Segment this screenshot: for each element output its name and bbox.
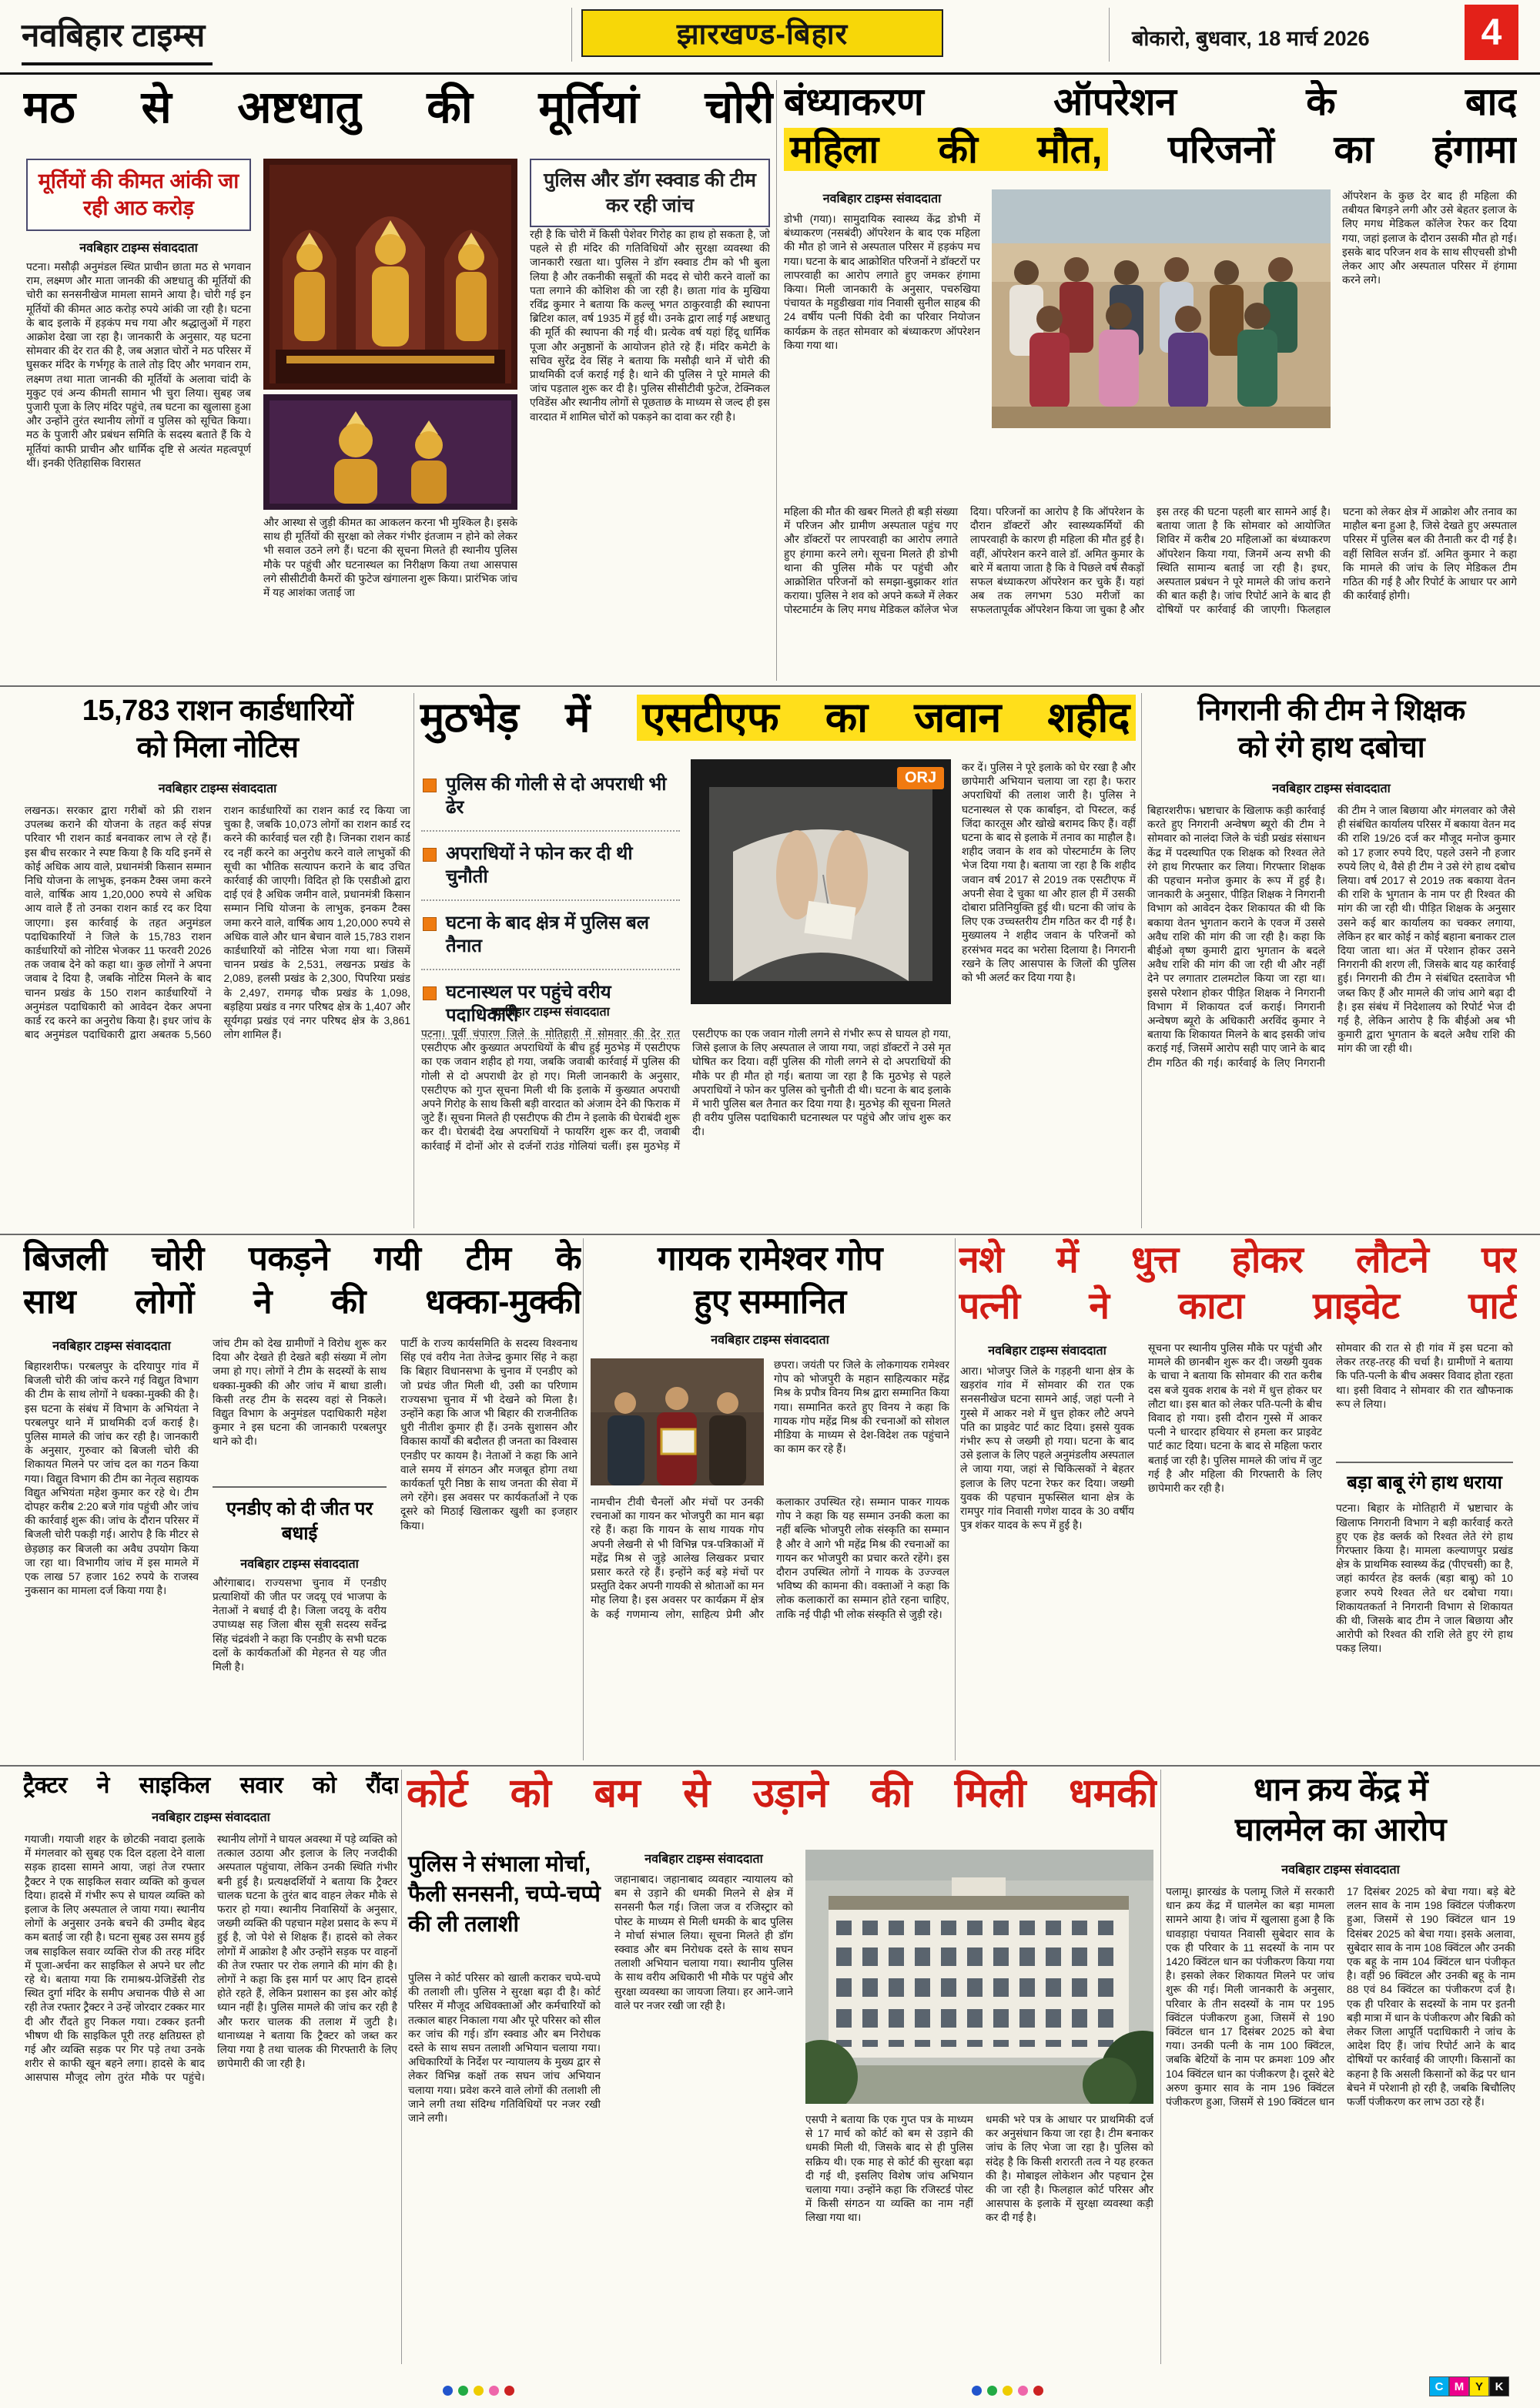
- byline-stf: नवबिहार टाइम्स संवाददाता: [491, 1006, 610, 1019]
- bullet-text: पुलिस की गोली से दो अपराधी भी ढेर: [446, 774, 667, 818]
- cmyk-cyan-swatch: C: [1429, 2376, 1449, 2396]
- body-steril-bottom: महिला की मौत की खबर मिलते ही बड़ी संख्या में परिजन और ग्रामीण अस्पताल पहुंच गए और डॉक्टरों पर लापरवाही का आरोप लगाते हुए हंगामा करने लगे। सूचना मिलते ही डोभी थाना की पुलिस मौके पर पहुंची और आक्रोशित परिजनों को समझा-बुझाकर शांत कराया। पुलिस ने शव को अपने कब्जे में लेकर पोस्टमार्टम के लिए मगध मेडिकल कॉलेज भेज दिया। परिजनों का आरोप है कि ऑपरेशन के दौरान डॉक्टरों और स्वास्थ्यकर्मियों की लापरवाही के कारण ही महिला की मौत हुई है। वहीं, ऑपरेशन करने वाले डॉ. अमित कुमार के बारे में बताया जाता है कि वे पिछले वर्ष सैकड़ों सफल बंध्याकरण ऑपरेशन कर चुके हैं। यहां अब तक लगभग 530 मरीजों का सफलतापूर्वक ऑपरेशन किया जा चुका है और इस तरह की घटना पहली बार सामने आई है। बताया जाता है कि सोमवार को आयोजित शिविर में करीब 20 महिलाओं का बंध्याकरण ऑपरेशन किया गया, जिनमें अन्य सभी की स्थिति सामान्य बताई जा रही है। इधर, अस्पताल प्रबंधन ने पूरे मामले की जांच कराने की बात कही है। जांच रिपोर्ट आने के बाद ही दोषियों पर कार्रवाई की जाएगी। फिलहाल घटना को लेकर क्षेत्र में आक्रोश और तनाव का माहौल बना हुआ है, जिसे देखते हुए अस्पताल परिसर में पुलिस बल की तैनाती कर दी गई है। वहीं सिविल सर्जन डॉ. अमित कुमार ने कहा कि मामले की जांच के लिए मेडिकल टीम गठित की गई है और रिपोर्ट के आधार पर आगे की कार्रवाई होगी।: [784, 506, 1517, 616]
- headline-drunk-line1: नशे में धुत्त होकर लौटने पर: [959, 1240, 1517, 1281]
- byline-singer: नवबिहार टाइम्स संवाददाता: [711, 1334, 829, 1347]
- headline-electricity-line1: बिजली चोरी पकड़ने गयी टीम के: [23, 1240, 581, 1278]
- body-electricity-2: जांच टीम को देख ग्रामीणों ने विरोध शुरू कर दिया और देखते ही देखते बड़ी संख्या में लोग जमा हो गए। लोगों ने टीम के सदस्यों के साथ धक्का-मुक्की की और जांच में बाधा डाली। किसी तरह टीम के सदस्य वहां से निकले। विद्युत विभाग के अनुमंडल पदाधिकारी महेश कुमार ने इस घटना की जानकारी परबलपुर थाने को दी।: [213, 1338, 387, 1448]
- bullet-text: घटना के बाद क्षेत्र में पुलिस बल तैनात: [446, 913, 650, 956]
- byline-vigilance: नवबिहार टाइम्स संवाददाता: [1272, 782, 1391, 795]
- subhead-head-clerk: बड़ा बाबू रंगे हाथ धराया: [1336, 1462, 1513, 1502]
- article-tractor-accident: [23, 1770, 399, 2364]
- idols-closeup-illustration: [263, 394, 517, 510]
- registration-dot-pink: [489, 2386, 499, 2396]
- body-idols-mid: और आस्था से जुड़ी कीमत का आकलन करना भी मुश्किल है। इसके साथ ही मूर्तियों की सुरक्षा को लेकर गंभीर इंतजाम न होने को लेकर भी सवाल उठने लगे हैं। घटना की सूचना मिलते ही स्थानीय पुलिस मौके पर पहुंची और घटनास्थल का निरीक्षण किया तथा आसपास लगे सीसीटीवी कैमरों की फुटेज खंगालना शुरू किया। प्रारंभिक जांच में यह आशंका जताई जा: [263, 517, 517, 599]
- byline-court: नवबिहार टाइम्स संवाददाता: [644, 1853, 763, 1866]
- headline-steril-highlight: महिला की मौत,: [784, 128, 1108, 171]
- col-divider-r4a: [401, 1770, 402, 2364]
- bullet-text: घटनास्थल पर पहुंचे वरीय पदाधिकारी: [446, 982, 611, 1026]
- registration-dot-yellow: [1003, 2386, 1013, 2396]
- registration-dot-blue: [972, 2386, 982, 2396]
- kicker-idols-price: मूर्तियों की कीमत आंकी जा रही आठ करोड़: [26, 159, 251, 231]
- body-nda-1: औरंगाबाद। राज्यसभा चुनाव में एनडीए प्रत्याशियों की जीत पर जदयू एवं भाजपा के नेताओं ने बधाई दी है। जिला जदयू के वरीय उपाध्यक्ष सह जिला बीस सूत्री सदस्य सर्वेन्द्र सिंह चंद्रवंशी ने कहा कि एनडीए के सभी घटक दलों के कार्यकर्ताओं की मेहनत से यह जीत मिली है।: [213, 1576, 387, 1673]
- registration-dot-yellow: [474, 2386, 484, 2396]
- article-vigilance-teacher: [1146, 693, 1517, 1228]
- byline-ration: नवबिहार टाइम्स संवाददाता: [158, 782, 277, 795]
- photo-singer-ceremony: [591, 1358, 764, 1485]
- body-court-under-subhead: पुलिस ने कोर्ट परिसर को खाली कराकर चप्पे-चप्पे की तलाशी ली। पुलिस ने सुरक्षा बढ़ा दी है। कोर्ट परिसर में मौजूद अधिवक्ताओं और कर्मचारियों को तत्काल बाहर निकाला गया और पूरे परिसर को सील कर जांच की गई। डॉग स्क्वाड और बम निरोधक दस्ते के साथ सघन तलाशी अभियान चलाया गया। अधिकारियों के निर्देश पर न्यायालय के मुख्य द्वार से लेकर विभिन्न कक्षों तक सघन जांच अभियान चलाया गया। प्रवेश करने वाले लोगों की तलाशी ली जाने लगी तथा संदिग्ध गतिविधियों पर नजर रखी जाने लगी।: [408, 1972, 601, 2125]
- body-drunk-3: सोमवार की रात से ही गांव में इस घटना को लेकर तरह-तरह की चर्चा है। ग्रामीणों ने बताया कि पति-पत्नी के बीच अक्सर विवाद होता रहता था। इसी विवाद ने सोमवार की रात खौफनाक रूप ले लिया।: [1336, 1342, 1513, 1410]
- photo-stolen-idols-closeup: [263, 394, 517, 510]
- col-divider-r2b: [1141, 693, 1142, 1228]
- byline-nda: नवबिहार टाइम्स संवाददाता: [240, 1557, 359, 1571]
- body-head-clerk: पटना। बिहार के मोतिहारी में भ्रष्टाचार के खिलाफ निगरानी विभाग ने बड़ी कार्रवाई करते हुए एक हेड क्लर्क को रिश्वत लेते रंगे हाथ गिरफ्तार किया है। मामला कल्याणपुर प्रखंड क्षेत्र के प्राथमिक स्वास्थ्य केंद्र (पीएचसी) का है, जहां कार्यरत हेड क्लर्क (बड़ा बाबू) को 10 हजार रुपये रिश्वत लेते धर दबोचा गया। शिकायतकर्ता ने निगरानी विभाग से शिकायत की थी, जिसके बाद टीम ने जाल बिछाया और आरोपी को रिश्वत की राशि लेते हुए रंगे हाथ पकड़ लिया।: [1336, 1502, 1513, 1655]
- edition-label: झारखण्ड-बिहार: [676, 18, 849, 51]
- headline-paddy-line2: घालमेल का आरोप: [1234, 1811, 1447, 1847]
- article-paddy-irregularities: [1164, 1770, 1517, 2364]
- byline-paddy: नवबिहार टाइम्स संवाददाता: [1281, 1864, 1400, 1877]
- bullet-text: अपराधियों ने फोन कर दी थी चुनौती: [446, 843, 633, 887]
- headline-stf-highlight: एसटीएफ का जवान शहीद: [637, 695, 1136, 741]
- headline-steril-rest: परिजनों का हंगामा: [1108, 128, 1517, 171]
- cmyk-black-swatch: K: [1489, 2376, 1509, 2396]
- body-stf-side: कर दें। पुलिस ने पूरे इलाके को घेर रखा है और छापेमारी अभियान चलाया जा रहा है। फरार अपराधियों की तलाश जारी है। पुलिस ने घटनास्थल से एक कार्बाइन, दो पिस्टल, कई जिंदा कारतूस और खोखे बरामद किए हैं। वहीं घटना के बाद से इलाके में तनाव का माहौल है। शहीद जवान के शव को पोस्टमार्टम के लिए भेज दिया गया है। बताया जा रहा है कि शहीद जवान वर्ष 2017 से 2019 तक एसटीएफ में अपनी सेवा दे चुका था और हाल ही में उसकी दोबारा प्रतिनियुक्ति हुई थी। घटना की जांच के लिए एक उच्चस्तरीय टीम गठित कर दी गई है। मुख्यालय ने शहीद जवान के परिजनों को हरसंभव मदद का भरोसा दिलाया है। निगरानी रखने के लिए आसपास के जिलों की पुलिस को भी अलर्ट कर दिया गया है।: [962, 762, 1136, 984]
- masthead: नवबिहार टाइम्स: [22, 12, 213, 65]
- orj-watermark: ORJ: [897, 767, 944, 789]
- body-court-3: एसपी ने बताया कि एक गुप्त पत्र के माध्यम से 17 मार्च को कोर्ट को बम से उड़ाने की धमकी मिली थी, जिसके बाद से ही पुलिस सक्रिय थी। एक माह से कोर्ट की सुरक्षा बढ़ा दी गई थी, इसलिए विशेष जांच अभियान चलाया गया। उन्होंने कहा कि रजिस्टर्ड पोस्ट में किसी संगठन या व्यक्ति का नाम नहीं लिखा गया था।: [805, 2114, 973, 2224]
- body-court-lead: जहानाबाद। जहानाबाद व्यवहार न्यायालय को बम से उड़ाने की धमकी मिलने से क्षेत्र में सनसनी फैल गई। जिला जज व रजिस्ट्रार को पोस्ट के माध्यम से मिली धमकी के बाद पुलिस ने मोर्चा संभाल लिया। सूचना मिलते ही डॉग स्क्वाड और बम निरोधक दस्ते के साथ सघन तलाशी अभियान चलाया गया। स्थानीय पुलिस के साथ वरीय अधिकारी भी मौके पर पहुंचे और सुरक्षा व्यवस्था का जायजा लिया। हर आने-जाने वाले पर नजर रखी जा रही है।: [614, 1874, 793, 2011]
- kicker-idols-probe: पुलिस और डॉग स्क्वाड की टीम कर रही जांच: [530, 159, 770, 227]
- headline-ration-line2: को मिला नोटिस: [136, 732, 299, 764]
- headline-court-threat: कोर्ट को बम से उड़ाने की मिली धमकी: [407, 1771, 1157, 1816]
- photo-stolen-idols-group: [263, 159, 517, 390]
- byline-steril: नवबिहार टाइम्स संवाददाता: [822, 193, 942, 206]
- col-divider-r1: [776, 80, 777, 681]
- body-electricity-1: बिहारशरीफ। परबलपुर के दरियापुर गांव में बिजली चोरी की जांच करने गई विद्युत विभाग की टीम के साथ लोगों ने धक्का-मुक्की की है। इस घटना के संबंध में विभाग के अभियंता ने परबलपुर थाने में प्राथमिकी दर्ज कराई है। पुलिस मामले की जांच कर रही है। जानकारी के अनुसार, गुरुवार को बिजली चोरी की शिकायत मिलने पर जांच दल का गठन किया गया। विद्युत विभाग की टीम का नेतृत्व सहायक विद्युत अभियंता महेश कुमार कर रहे थे। टीम दोपहर करीब 2:20 बजे गांव पहुंची और जांच की कार्रवाई शुरू की। जांच के दौरान परिसर में बिजली चोरी पकड़ी गई। आरोप है कि मीटर से छेड़छाड़ कर बिजली का अवैध उपयोग किया जा रहा था। विभागीय जांच में इस मामले में एक लाख 57 हजार 162 रुपये के राजस्व नुकसान का मामला दर्ज किया गया है।: [25, 1361, 199, 1597]
- body-singer-main: नामचीन टीवी चैनलों और मंचों पर उनकी रचनाओं का गायन कर भोजपुरी का मान बढ़ा रहे हैं। कहा कि गायन के साथ गायक गोप अपनी लेखनी से भी विभिन्न पत्र-पत्रिकाओं में महेंद्र मिश्र से जुड़े आलेख लिखकर प्रचार प्रसार करते रहे हैं। इन्होंने कई बड़े मंचों पर प्रस्तुति देकर अपनी गायकी से श्रोताओं का मन मोह लिया है। इस अवसर पर कार्यक्रम में क्षेत्र के कई गणमान्य लोग, साहित्य प्रेमी और कलाकार उपस्थित रहे। सम्मान पाकर गायक गोप ने कहा कि यह सम्मान उनकी कला का नहीं बल्कि भोजपुरी लोक संस्कृति का सम्मान है और वे आगे भी महेंद्र मिश्र की रचनाओं का गायन कर भोजपुरी का प्रचार करते रहेंगे। इस दौरान उपस्थित लोगों ने गायक के उज्ज्वल भविष्य की कामना की। वक्ताओं ने कहा कि लोक कलाकारों का सम्मान होते रहना चाहिए, ताकि नई पीढ़ी भी लोक संस्कृति से जुड़ी रहे।: [591, 1496, 949, 1620]
- registration-dot-red: [504, 2386, 514, 2396]
- col-divider-r3b: [955, 1238, 956, 1760]
- article-idols-theft: [23, 80, 774, 681]
- subhead-nda-congrats: एनडीए को दी जीत पर बधाई: [213, 1486, 387, 1552]
- registration-dot-red: [1033, 2386, 1043, 2396]
- byline-electricity: नवबिहार टाइम्स संवाददाता: [52, 1340, 171, 1353]
- body-idols-right: रही है कि चोरी में किसी पेशेवर गिरोह का हाथ हो सकता है, जो पहले से ही मंदिर की गतिविधियों और सुरक्षा व्यवस्था की जानकारी रखता था। पुलिस ने डॉग स्क्वाड टीम को भी बुला लिया है और तकनीकी सबूतों की मदद से चोरी करने वालों का पता लगाने की कोशिश की जा रही है। छाता गांव के मुखिया रविंद्र कुमार ने बताया कि कल्लू भगत ठाकुरवाड़ी की स्थापना ब्रिटिश काल, वर्ष 1935 में हुई थी। उनके द्वारा लाई गई अष्टधातु की मूर्ति की स्थापना की गई थी। प्रत्येक वर्ष यहां हिंदू धार्मिक पूजा और अनुष्ठानों के आयोजन होते रहे हैं। मंदिर कमेटी के सचिव सुरेंद्र देव सिंह ने बताया कि मसौढ़ी थाने में चोरी की प्राथमिकी दर्ज कराई गई है। थाने की पुलिस ने पूरे मामले की जांच पड़ताल शुरू कर दी है। पुलिस सीसीटीवी फुटेज, टेक्निकल एविडेंस और स्थानीय लोगों से पूछताछ के माध्यम से जल्द ही इस वारदात में शामिल चोरों को पकड़ने का दावा कर रही है।: [530, 229, 770, 423]
- body-tractor: गयाजी। गयाजी शहर के छोटकी नवादा इलाके में मंगलवार को सुबह एक दिल दहला देने वाला सड़क हादसा सामने आया, जहां तेज रफ्तार ट्रैक्टर ने एक साइकिल सवार व्यक्ति को कुचल दिया। हादसे में गंभीर रूप से घायल व्यक्ति को इलाज के लिए अस्पताल ले जाया गया। स्थानीय लोगों के अनुसार उनके बचने की उम्मीद बेहद कम बताई जा रही है। घटना सुबह उस समय हुई जब साइकिल सवार व्यक्ति रोज की तरह मंदिर में पूजा-अर्चना कर साइकिल से अपने घर लौट रहे थे। बताया गया कि रामाश्रय-प्रेजिडेंसी रोड स्थित दुर्गा मंदिर के समीप अचानक पीछे से आ रही तेज रफ्तार ट्रैक्टर ने उन्हें जोरदार टक्कर मार दी और रौंदते हुए निकल गया। टक्कर इतनी भीषण थी कि साइकिल पूरी तरह क्षतिग्रस्त हो गई और व्यक्ति सड़क पर गिर पड़े तथा उनके शरीर से काफी खून बहने लगा। हादसे के बाद आसपास मौजूद लोग तुरंत मौके पर पहुंचे। स्थानीय लोगों ने घायल अवस्था में पड़े व्यक्ति को तत्काल उठाया और इलाज के लिए नजदीकी अस्पताल पहुंचाया, लेकिन उनकी स्थिति गंभीर बनी हुई है। प्रत्यक्षदर्शियों ने बताया कि ट्रैक्टर चालक घटना के तुरंत बाद वाहन लेकर मौके से फरार हो गया। स्थानीय निवासियों के अनुसार, जख्मी व्यक्ति की पहचान महेश प्रसाद के रूप में हुई है, जो पेशे से शिक्षक हैं। हादसे को लेकर लोगों में आक्रोश है और उन्होंने सड़क पर वाहनों की तेज रफ्तार पर रोक लगाने की मांग की है। लोगों ने कहा कि इस मार्ग पर आए दिन हादसे होते रहते हैं, लेकिन प्रशासन का इस ओर कोई ध्यान नहीं है। पुलिस मामले की जांच कर रही है और फरार चालक की तलाश में जुटी है। थानाध्यक्ष ने बताया कि ट्रैक्टर को जब्त कर लिया गया है तथा चालक की गिरफ्तारी के लिए छापेमारी की जा रही है।: [25, 1834, 397, 2084]
- electricity-col2: [213, 1337, 387, 1757]
- electricity-col1: [25, 1337, 199, 1757]
- col-divider-r2a: [413, 693, 414, 1228]
- court-building-illustration: [805, 1850, 1153, 2104]
- martyr-body-illustration: [691, 759, 951, 1004]
- byline-tractor: नवबिहार टाइम्स संवाददाता: [152, 1811, 270, 1824]
- header-rule: [0, 72, 1540, 75]
- row-divider-2: [0, 1234, 1540, 1235]
- page-number-badge: 4: [1465, 5, 1518, 60]
- headline-singer-line2: हुए सम्मानित: [694, 1283, 846, 1321]
- court-col2: [614, 1850, 793, 2359]
- byline-idols: नवबिहार टाइम्स संवाददाता: [79, 242, 198, 255]
- headline-singer-line1: गायक रामेश्वर गोप: [658, 1240, 882, 1278]
- article-ration-notice: [23, 693, 412, 1228]
- cmyk-magenta-swatch: M: [1449, 2376, 1469, 2396]
- article-singer-honored: [589, 1238, 951, 1760]
- header-divider-right: [1109, 8, 1110, 62]
- headline-steril-line1: बंध्याकरण ऑपरेशन के बाद: [784, 80, 1517, 123]
- body-paddy: पलामू। झारखंड के पलामू जिले में सरकारी धान क्रय केंद्र में घालमेल का बड़ा मामला सामने आया है। जांच में खुलासा हुआ है कि धावड़ाहा पंचायत निवासी सुबेदार साव के एक ही परिवार के 11 सदस्यों के नाम पर 1420 क्विंटल धान का पंजीकरण किया गया है। इसको लेकर शिकायत मिलने पर जांच शुरू की गई। मिली जानकारी के अनुसार, परिवार के तीन सदस्यों के नाम पर 195 क्विंटल पंजीकरण हुआ, जिसमें से 190 क्विंटल धान 17 दिसंबर 2025 को बेचा गया। उनकी पत्नी के नाम 100 क्विंटल, जबकि बेटियों के नाम पर क्रमशः 109 और 104 क्विंटल धान का पंजीकरण है। दूसरे बेटे अरुण कुमार साव के नाम 196 क्विंटल पंजीकरण हुआ, जिसमें से 190 क्विंटल धान 17 दिसंबर 2025 को बेचा गया। बड़े बेटे ललन साव के नाम 198 क्विंटल पंजीकरण हुआ, जिसमें से 190 क्विंटल धान 19 दिसंबर 2025 को बेचा गया। इसके अलावा, सुबेदार साव के नाम 108 क्विंटल और उनकी एक बहू के नाम 104 क्विंटल धान पंजीकृत है। वहीं 96 क्विंटल और उनकी बहू के नाम 88 एवं 84 क्विंटल का पंजीकरण दर्ज है। एक ही परिवार के सदस्यों के नाम पर इतनी बड़ी मात्रा में धान के पंजीकरण और बिक्री को लेकर जिला आपूर्ति पदाधिकारी ने जांच के आदेश दिए हैं। जांच रिपोर्ट आने के बाद दोषियों पर कार्रवाई की जाएगी। किसानों का कहना है कि असली किसानों को केंद्र पर धान बेचने में परेशानी हो रही है, जबकि बिचौलिए फर्जी पंजीकरण कर लाभ उठा रहे हैं।: [1166, 1886, 1515, 2108]
- headline-stf: [420, 695, 1136, 741]
- cmyk-yellow-swatch: Y: [1469, 2376, 1489, 2396]
- body-singer-intro: छपरा। जयंती पर जिले के लोकगायक रामेश्वर गोप को भोजपुरी के महान साहित्यकार महेंद्र मिश्र के प्रपौत्र विनय मिश्र द्वारा सम्मानित किया गया। सम्मानित करते हुए विनय ने कहा कि गायक गोप महेंद्र मिश्र की रचनाओं को सोशल मीडिया के माध्यम से देश-विदेश तक पहुंचाने का काम कर रहे हैं।: [774, 1359, 949, 1455]
- article-stf-martyr: [420, 693, 1136, 1228]
- registration-dot-blue: [443, 2386, 453, 2396]
- body-ration: लखनऊ। सरकार द्वारा गरीबों को फ्री राशन उपलब्ध कराने की योजना के तहत कई संपन्न परिवार भी राशन कार्ड बनवाकर लाभ ले रहे हैं। इस बीच सरकार ने स्पष्ट किया है कि यदि इनमें से कोई अधिक आय वाले, प्रधानमंत्री किसान सम्मान निधि योजना के लाभुक, इनकम टैक्स जमा करने वाले, वार्षिक आय 1,20,000 रुपये से अधिक आय वाले हैं तो उनका राशन कार्ड रद कर दिया जाएगा। इस कार्रवाई के तहत अनुमंडल पदाधिकारियों ने जिले के 15,783 राशन कार्डधारियों को नोटिस भेजकर 11 फरवरी 2026 तक जवाब देने को कहा था। कुछ लोगों ने अपना जवाब दे दिया है, जबकि नोटिस मिलने के बाद चानन प्रखंड के 150 राशन कार्डधारियों ने अनुमंडल पदाधिकारी को आवेदन देकर अपना कार्ड रद करने का अनुरोध किया है। इधर जांच के बाद अनुमंडल पदाधिकारी द्वारा अबतक 5,560 राशन कार्डधारियों का राशन कार्ड रद किया जा चुका है, जबकि 10,073 लोगों का राशन कार्ड रद करने की कार्रवाई चल रही है। जिनका राशन कार्ड रद नहीं करने का अनुरोध करने वाले लाभुकों की सूची का भौतिक सत्यापन कराने के बाद उचित कार्रवाई की जाएगी। विदित हो कि एसडीओ द्वारा दाई एवं है अधिक जमीन वाले, प्रधानमंत्री किसान सम्मान निधि योजना के लाभुक, इनकम टैक्स जमा करने वाले, वार्षिक आय 1,20,000 रुपये से अधिक वाले और धान बेचान वाले 15,783 राशन कार्डधारियों को नोटिस भेजा गया था। जिसमें चानन प्रखंड के 2,531, लखनऊ प्रखंड के 2,089, हलसी प्रखंड के 2,300, पिपरिया प्रखंड के 2,497, रामगढ़ चौक प्रखंड के 1,098, बड़हिया प्रखंड व नगर परिषद क्षेत्र के 1,407 और सूर्यगढ़ा प्रखंड एवं नगर परिषद क्षेत्र के 3,861 लोग शामिल हैं।: [25, 805, 410, 1041]
- bullet-square-icon: [423, 917, 437, 931]
- article-sterilization-death: [784, 80, 1517, 681]
- article-court-bomb-threat: [407, 1770, 1157, 2364]
- bullet-item: [421, 762, 680, 832]
- stf-bullet-list: [421, 762, 680, 1040]
- edition-badge: [581, 9, 943, 57]
- registration-dot-green: [987, 2386, 997, 2396]
- bullet-square-icon: [423, 986, 437, 1000]
- article-electricity-scuffle: [23, 1238, 581, 1760]
- headline-vigilance-line1: निगरानी की टीम ने शिक्षक: [1197, 695, 1465, 727]
- subhead-court-search: पुलिस ने संभाला मोर्चा, फैली सनसनी, चप्पे-चप्पे की ली तलाशी: [408, 1852, 601, 1937]
- photo-martyr-body: [691, 759, 951, 1004]
- header-dateline: बोकारो, बुधवार, 18 मार्च 2026: [1132, 27, 1370, 50]
- body-vigilance: बिहारशरीफ। भ्रष्टाचार के खिलाफ कड़ी कार्रवाई करते हुए निगरानी अन्वेषण ब्यूरो की टीम ने सोमवार को नालंदा जिले के चंडी प्रखंड संसाधन केंद्र में पदस्थापित एक शिक्षक को रिश्वत लेते रंगे हाथ गिरफ्तार कर लिया। गिरफ्तार शिक्षक की पहचान मनोज कुमार के रूप में हुई है। जानकारी के अनुसार, पीड़ित शिक्षक ने निगरानी विभाग को आवेदन देकर शिकायत की थी कि बकाया वेतन भुगतान कराने के एवज में उससे अवैध राशि की मांग की जा रही है। कहा कि बीईओ वृष्ण कुमारी द्वारा भुगतान के बदले अवैध राशि की मांग की जा रही थी और नहीं देने पर लगातार टालमटोल किया जा रहा था। इससे परेशान होकर पीड़ित शिक्षक ने निगरानी विभाग में शिकायत दर्ज कराई। निगरानी अन्वेषण ब्यूरो के अधिकारी अरविंद कुमार ने बताया कि शिकायत मिलने के बाद इसकी जांच कराई गई, जिसमें आरोप सही पाए जाने के बाद टीम गठित की गई। कार्रवाई के लिए निगरानी की टीम ने जाल बिछाया और मंगलवार को जैसे ही संबंधित कार्यालय परिसर में बकाया वेतन मद की राशि 19/26 दर्ज कर मौजूद मनोज कुमार को 17 हजार रुपये दिए, पहले उसने नौ हजार रुपये लिए थे, वैसे ही टीम ने उसे रंगे हाथ दबोच लिया। वर्ष 2017 से 2019 तक बकाया वेतन की राशि के भुगतान के नाम पर ही रिश्वत की मांग की जा रही थी। पीड़ित शिक्षक के अनुसार उसने कई बार कार्यालय का चक्कर लगाया, लेकिन हर बार कोई न कोई बहाना बनाकर टाल दिया जाता था। अंत में परेशान होकर उसने निगरानी की शरण ली, जिसके बाद यह कार्रवाई हुई। निगरानी की टीम ने संबंधित दस्तावेज भी जब्त किए हैं और मामले की जांच आगे बढ़ा दी है। इस संबंध में निदेशालय को रिपोर्ट भेज दी गई है, लेकिन आरोप है कि बीईओ अब भी कुमारी द्वारा भुगतान के बदले अवैध राशि की मांग की जा रही थी।: [1147, 805, 1515, 1069]
- page-header: [0, 0, 1540, 72]
- body-drunk-2: सूचना पर स्थानीय पुलिस मौके पर पहुंची और मामले की छानबीन शुरू कर दी। जख्मी युवक के चाचा ने बताया कि सोमवार की रात करीब दस बजे युवक शराब के नशे में धुत्त होकर घर लौटा था। इस बात को लेकर पति-पत्नी के बीच विवाद हो गया। इसी दौरान गुस्से में आकर पत्नी ने धारदार हथियार से हमला कर प्राइवेट पार्ट काट दिया। घटना के बाद से महिला फरार बताई जा रही है। पुलिस मामले की जांच में जुट गई है और महिला की गिरफ्तारी के लिए छापेमारी कर रही है।: [1148, 1342, 1322, 1495]
- headline-paddy-line1: धान क्रय केंद्र में: [1253, 1771, 1428, 1807]
- col-divider-r3a: [583, 1238, 584, 1760]
- headline-drunk-line2: पत्नी ने काटा प्राइवेट पार्ट: [959, 1286, 1517, 1327]
- registration-dots-right: [972, 2386, 1043, 2396]
- article-drunk-husband: [959, 1238, 1517, 1760]
- registration-dot-pink: [1018, 2386, 1028, 2396]
- body-stf-main: पटना। पूर्वी चंपारण जिले के मोतिहारी में सोमवार की देर रात एसटीएफ और कुख्यात अपराधियों के बीच हुई मुठभेड़ में एसटीएफ का एक जवान शहीद हो गया, जबकि जवाबी कार्रवाई में पुलिस की गोली से दो अपराधी ढेर हो गए। मिली जानकारी के अनुसार, एसटीएफ को गुप्त सूचना मिली थी कि इलाके में कुख्यात अपराधी अपने गिरोह के साथ किसी बड़ी वारदात को अंजाम देने की फिराक में जुटे हैं। सूचना मिलते ही एसटीएफ की टीम ने इलाके की घेराबंदी शुरू कर दी। घेराबंदी देख अपराधियों ने फायरिंग शुरू कर दी, जवाबी कार्रवाई में दोनों ओर से दर्जनों राउंड गोलियां चलीं। इस मुठभेड़ में एसटीएफ का एक जवान गोली लगने से गंभीर रूप से घायल हो गया, जिसे इलाज के लिए अस्पताल ले जाया गया, जहां डॉक्टरों ने उसे मृत घोषित कर दिया। वहीं पुलिस की गोली लगने से दो अपराधियों की मौके पर ही मौत हो गई। बताया जा रहा है कि मुठभेड़ से पहले अपराधियों ने फोन कर पुलिस को चुनौती दी थी। घटना के बाद इलाके में भारी पुलिस बल तैनात कर दिया गया है। मुठभेड़ की सूचना मिलते ही वरीय पुलिस पदाधिकारी घटनास्थल पर पहुंचे और जांच शुरू कर दी।: [421, 1028, 951, 1152]
- body-court-4: धमकी भरे पत्र के आधार पर प्राथमिकी दर्ज कर अनुसंधान किया जा रहा है। टीम बनाकर जांच के लिए भेजा जा रहा है। पुलिस को संदेह है कि किसी शरारती तत्व ने यह हरकत की है। मोबाइल लोकेशन और पहचान ट्रेस की जा रही है। फिलहाल कोर्ट परिसर और आसपास के इलाके में सुरक्षा व्यवस्था कड़ी कर दी गई है।: [986, 2114, 1153, 2224]
- photo-court-building: [805, 1850, 1153, 2104]
- bullet-square-icon: [423, 779, 437, 792]
- headline-ration-line1: 15,783 राशन कार्डधारियों: [82, 695, 353, 727]
- col-divider-r4b: [1160, 1770, 1161, 2364]
- body-drunk-1: आरा। भोजपुर जिले के गड़हनी थाना क्षेत्र के खड़रांव गांव में सोमवार की रात एक सनसनीखेज घटना सामने आई, जहां पत्नी ने गुस्से में आकर नशे में धुत्त होकर लौटे अपने पति का प्राइवेट पार्ट काट दिया। इससे युवक गंभीर रूप से जख्मी हो गया। घटना के बाद उसे इलाज के लिए पहले अनुमंडलीय अस्पताल ले जाया गया, जहां से चिकित्सकों ने बेहतर इलाज के लिए पटना रेफर कर दिया। जख्मी युवक की पहचान मुफस्सिल थाना क्षेत्र के रामपुर गांव निवासी गणेश यादव के 30 वर्षीय पुत्र शंकर यादव के रूप में हुई है।: [960, 1365, 1134, 1532]
- photo-hospital-crowd: [992, 189, 1331, 428]
- headline-electricity-line2: साथ लोगों ने की धक्का-मुक्की: [23, 1283, 581, 1321]
- row-divider-1: [0, 685, 1540, 687]
- drunk-col3: [1336, 1341, 1513, 1757]
- body-nda-2: पार्टी के राज्य कार्यसमिति के सदस्य विश्वनाथ सिंह एवं वरीय नेता तेजेन्द्र कुमार सिंह ने कहा कि बिहार विधानसभा के चुनाव में एनडीए को जो प्रचंड जीत मिली थी, उसी का परिणाम राज्यसभा चुनाव में भी देखने को मिला है। उन्होंने कहा कि आज भी बिहार की राजनीतिक धुरी नीतीश कुमार ही हैं। उनके सुशासन और विकास कार्यों की बदौलत ही जनता का विश्वास एनडीए पर कायम है। नेताओं ने कहा कि आने वाले समय में संगठन और मजबूत होगा तथा कार्यकर्ता पूरी निष्ठा के साथ जनता की सेवा में लगे रहेंगे। इस अवसर पर कार्यकर्ताओं ने एक दूसरे को मिठाई खिलाकर खुशी का इजहार किया।: [400, 1338, 578, 1532]
- headline-stf-pre: मुठभेड़ में: [420, 695, 637, 741]
- drunk-col1: [960, 1341, 1134, 1757]
- bullet-square-icon: [423, 848, 437, 862]
- body-steril-left: डोभी (गया)। सामुदायिक स्वास्थ्य केंद्र डोभी में बंध्याकरण (नसबंदी) ऑपरेशन के बाद एक महिला की मौत हो जाने से अस्पताल परिसर में हड़कंप मच गया। घटना के बाद आक्रोशित परिजनों ने डॉक्टरों पर लापरवाही का आरोप लगाते हुए जमकर हंगामा किया। मिली जानकारी के अनुसार, पचरुखिया पंचायत के महुडीखवा गांव निवासी सुनील साहब की 24 वर्षीय पत्नी पिंकी देवी का परिवार नियोजन कार्यक्रम के तहत सोमवार को बंध्याकरण ऑपरेशन किया गया था।: [784, 213, 980, 351]
- headline-idols-theft: मठ से अष्टधातु की मूर्तियां चोरी: [23, 82, 774, 132]
- headline-vigilance-line2: को रंगे हाथ दबोचा: [1237, 732, 1425, 764]
- cmyk-registration-mark: [1429, 2376, 1509, 2396]
- bullet-item: [421, 832, 680, 901]
- singer-ceremony-illustration: [591, 1358, 764, 1485]
- headline-steril-line2: [784, 128, 1517, 171]
- body-steril-right: ऑपरेशन के कुछ देर बाद ही महिला की तबीयत बिगड़ने लगी और उसे बेहतर इलाज के लिए मगध मेडिकल कॉलेज रेफर कर दिया गया, जहां इलाज के दौरान उसकी मौत हो गई। इसके बाद परिजन शव के साथ सीएचसी डोभी लेकर आए और अस्पताल परिसर में हंगामा करने लगे।: [1342, 190, 1517, 286]
- registration-dot-green: [458, 2386, 468, 2396]
- row-divider-3: [0, 1765, 1540, 1767]
- bullet-item: [421, 901, 680, 970]
- header-divider-left: [571, 8, 572, 62]
- headline-tractor: ट्रैक्टर ने साइकिल सवार को रौंदा: [23, 1773, 399, 1798]
- idols-photo-illustration: [263, 159, 517, 390]
- registration-dots-left: [443, 2386, 514, 2396]
- body-idols-left: पटना। मसौढ़ी अनुमंडल स्थित प्राचीन छाता मठ से भगवान राम, लक्ष्मण और माता जानकी की अष्टधातु की मूर्तियों की चोरी का सनसनीखेज मामला सामने आया है। चोरी गई इन मूर्तियों की कीमत आठ करोड़ रुपये आंकी जा रही है। घटना के बाद इलाके में हड़कंप मच गया और श्रद्धालुओं में गहरा आक्रोश देखा जा रहा है। जानकारी के अनुसार, यह घटना सोमवार की देर रात की है, जब अज्ञात चोरों ने मठ परिसर में घुसकर मंदिर के गर्भगृह के ताले तोड़ दिए और भगवान राम, लक्ष्मण तथा माता जानकी की मूर्तियों के अलावा चांदी के मुकुट एवं अन्य कीमती सामान भी चुरा लिया। सुबह जब पुजारी पूजा के लिए मंदिर पहुंचे, तब घटना का खुलासा हुआ और उन्होंने तुरंत स्थानीय लोगों व पुलिस को सूचित किया। मठ के पुजारी और प्रबंधन समिति के सदस्य बताते हैं कि ये मूर्तियां काफी प्राचीन और धार्मिक दृष्टि से अत्यंत महत्वपूर्ण थीं। इनकी ऐतिहासिक विरासत: [26, 261, 251, 469]
- hospital-crowd-illustration: [992, 189, 1331, 428]
- byline-drunk: नवबिहार टाइम्स संवाददाता: [988, 1345, 1106, 1358]
